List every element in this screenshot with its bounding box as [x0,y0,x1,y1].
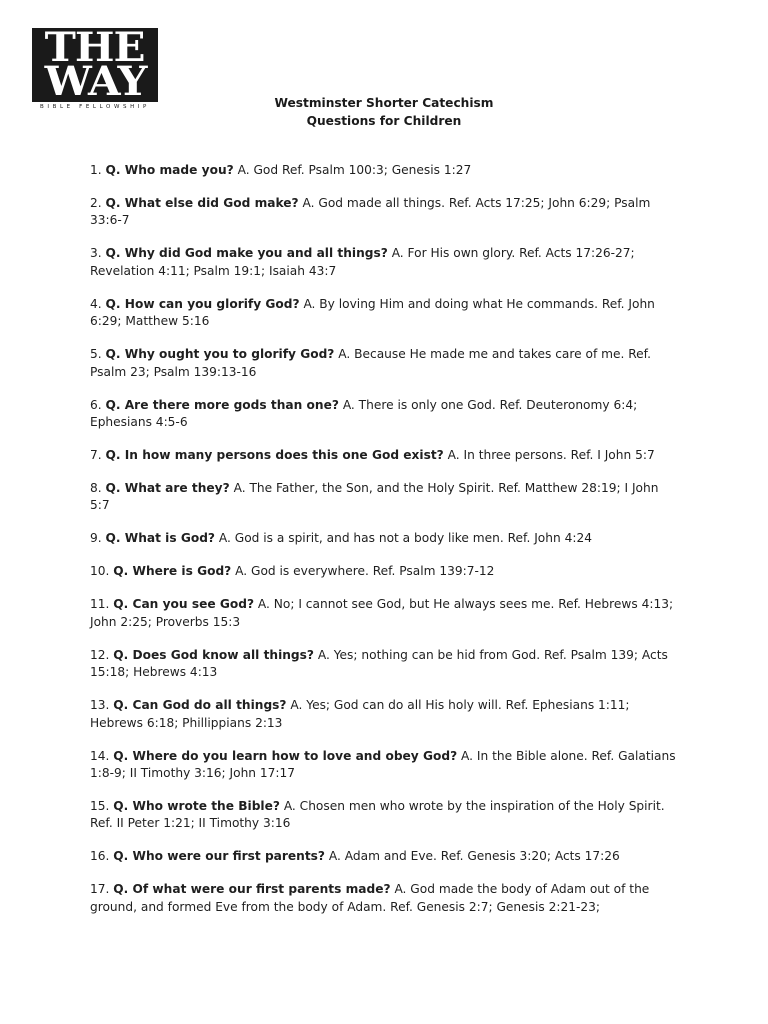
question-text: Q. Does God know all things? [113,647,314,662]
item-number: 13. [90,698,110,713]
question-text: Q. How can you glorify God? [105,296,300,311]
list-item [90,748,680,783]
document-title: Westminster Shorter Catechism [274,96,494,110]
question-text: Q. Who made you? [105,163,234,177]
item-number: 12. [90,647,110,662]
answer-text: A. No; I cannot see God, but He always sees me. Ref. Hebrews 4:13; John 2:25; Proverbs 15:3 [90,597,674,629]
list-item [90,647,680,682]
question-text: Q. Why did God make you and all things? [105,246,388,261]
list-item [90,798,680,833]
question-text: Q. In how many persons does this one God exist? [105,448,444,463]
item-number: 11. [90,597,110,612]
item-number: 1. [90,163,102,177]
list-item [90,563,680,580]
list-item [90,346,680,381]
list-item [90,596,680,631]
question-text: Q. Can you see God? [113,597,255,612]
answer-text: A. God made the body of Adam out of the ground, and formed Eve from the body of Adam. Ref. Genesis 2:7; Genesis 2:21-23; [90,882,650,914]
list-item [90,195,680,230]
item-number: 9. [90,531,102,546]
answer-text: A. God is a spirit, and has not a body like men. Ref. John 4:24 [218,531,592,546]
item-number: 10. [90,564,110,579]
list-item [90,530,680,547]
item-number: 14. [90,748,110,763]
answer-text: A. Because He made me and takes care of me. Ref. Psalm 23; Psalm 139:13-16 [90,347,651,379]
answer-text: A. The Father, the Son, and the Holy Spirit. Ref. Matthew 28:19; I John 5:7 [90,481,659,513]
item-number: 5. [90,347,102,362]
item-number: 3. [90,246,102,261]
question-text: Q. Where is God? [113,564,232,579]
list-item [90,480,680,515]
question-text: Q. Why ought you to glorify God? [105,347,335,362]
logo-line-2: WAY [44,58,146,102]
item-number: 8. [90,481,102,496]
list-item [90,162,680,179]
answer-text: A. In three persons. Ref. I John 5:7 [447,448,655,463]
item-number: 15. [90,799,110,814]
answer-text: A. God made all things. Ref. Acts 17:25; John 6:29; Psalm 33:6-7 [90,196,651,228]
catechism-list [90,162,680,932]
answer-text: A. In the Bible alone. Ref. Galatians 1:8-9; II Timothy 3:16; John 17:17 [90,748,676,781]
item-number: 6. [90,397,102,412]
list-item [90,697,680,732]
answer-text: A. Yes; nothing can be hid from God. Ref. Psalm 139; Acts 15:18; Hebrews 4:13 [90,647,668,680]
question-text: Q. Can God do all things? [113,698,287,713]
answer-text: A. Adam and Eve. Ref. Genesis 3:20; Acts 17:26 [328,849,620,864]
list-item [90,397,680,432]
answer-text: A. Yes; God can do all His holy will. Ref. Ephesians 1:11; Hebrews 6:18; Phillippians 2:13 [90,698,630,730]
answer-text: A. Chosen men who wrote by the inspiration of the Holy Spirit. Ref. II Peter 1:21; II Timothy 3:16 [90,799,665,831]
question-text: Q. What else did God make? [105,196,299,210]
question-text: Q. What are they? [105,481,230,496]
list-item [90,881,680,916]
question-text: Q. Who were our first parents? [113,849,325,864]
answer-text: A. For His own glory. Ref. Acts 17:26-27; Revelation 4:11; Psalm 19:1; Isaiah 43:7 [90,246,635,278]
list-item [90,447,680,464]
answer-text: A. God Ref. Psalm 100:3; Genesis 1:27 [237,163,472,177]
question-text: Q. Are there more gods than one? [105,397,339,412]
logo-line-1: THE [45,28,145,71]
item-number: 7. [90,448,102,463]
logo-subtitle: BIBLE FELLOWSHIP [40,104,150,110]
list-item [90,296,680,331]
item-number: 16. [90,849,110,864]
question-text: Q. Where do you learn how to love and obey God? [113,748,458,763]
list-item [90,245,680,280]
document-header [0,94,768,130]
answer-text: A. God is everywhere. Ref. Psalm 139:7-12 [235,564,495,579]
list-item [90,848,680,865]
answer-text: A. There is only one God. Ref. Deuteronomy 6:4; Ephesians 4:5-6 [90,397,638,430]
item-number: 2. [90,196,102,210]
document-subtitle: Questions for Children [306,114,462,128]
item-number: 17. [90,882,110,897]
question-text: Q. What is God? [105,531,216,546]
question-text: Q. Of what were our first parents made? [113,882,391,897]
question-text: Q. Who wrote the Bible? [113,799,280,814]
answer-text: A. By loving Him and doing what He commands. Ref. John 6:29; Matthew 5:16 [90,296,655,329]
logo-mark [32,28,158,102]
item-number: 4. [90,296,102,311]
